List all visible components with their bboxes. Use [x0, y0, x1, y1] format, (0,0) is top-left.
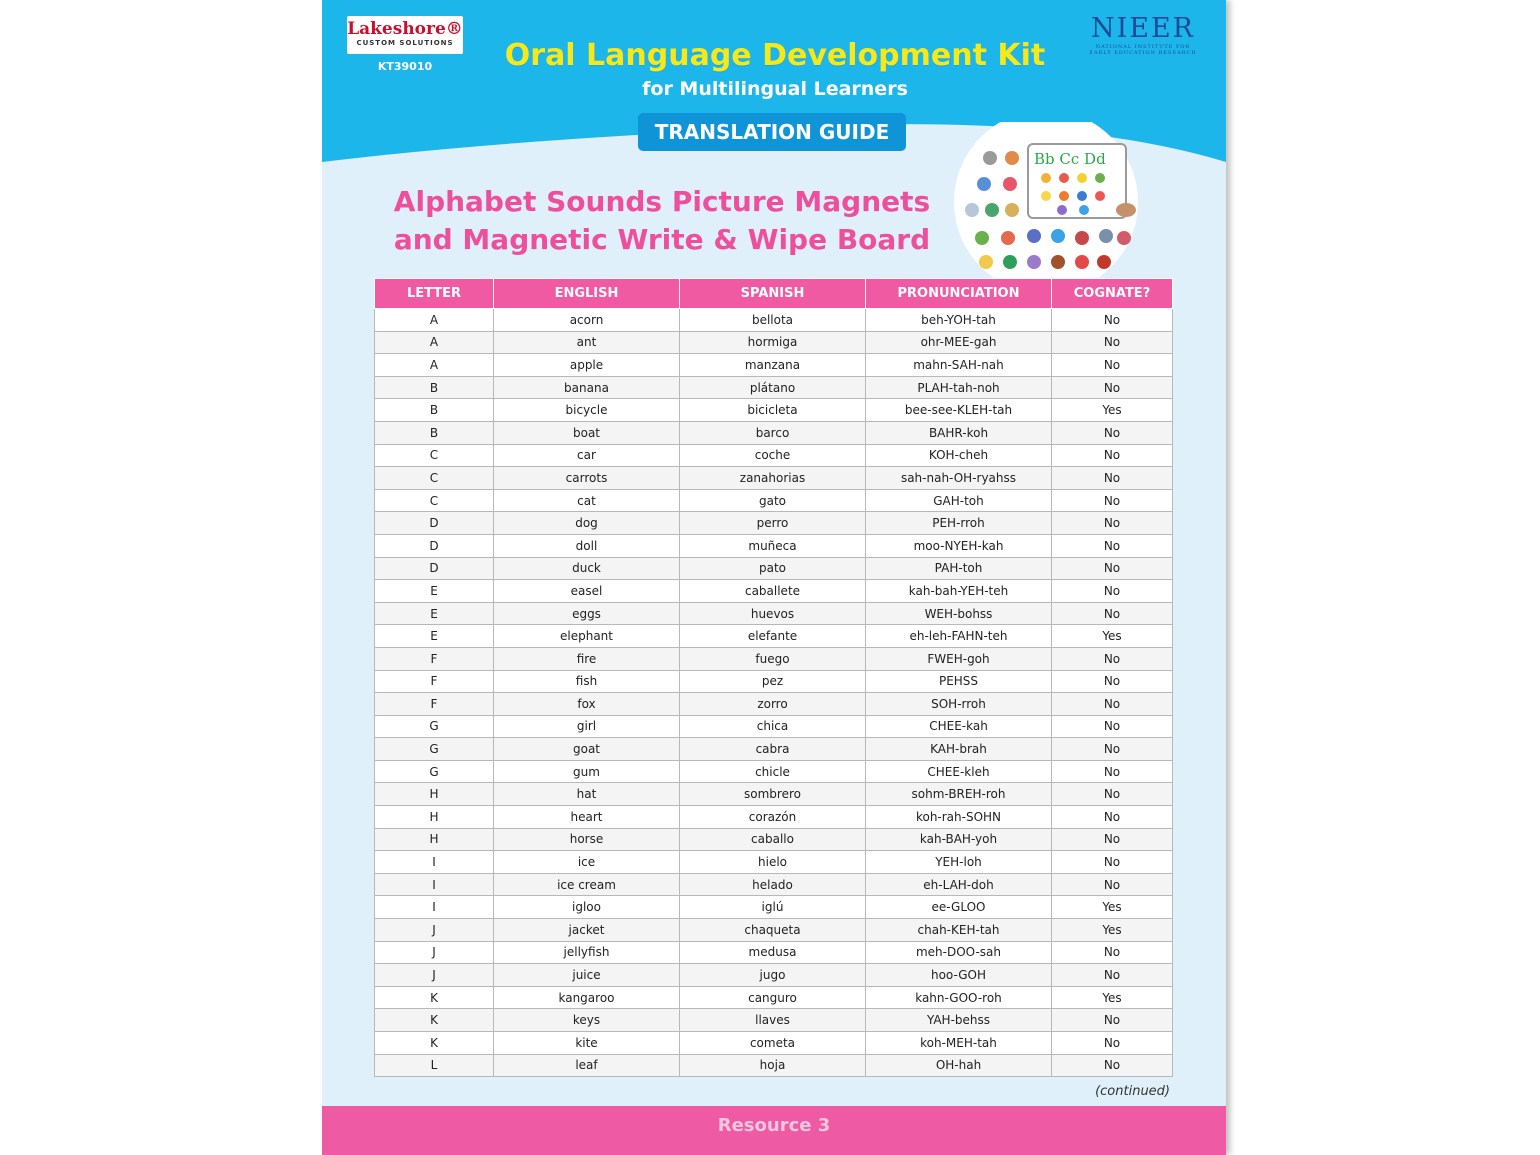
- spanish-cell: hormiga: [680, 331, 866, 354]
- table-row: [375, 670, 1173, 693]
- cognate-cell: No: [1052, 851, 1173, 874]
- cognate-cell: No: [1052, 1054, 1173, 1077]
- pronunciation-cell: WEH-bohss: [866, 602, 1052, 625]
- table-header: [375, 279, 1173, 309]
- spanish-cell: muñeca: [680, 534, 866, 557]
- letter-cell: C: [375, 444, 494, 467]
- english-cell: dog: [494, 512, 680, 535]
- english-cell: car: [494, 444, 680, 467]
- english-cell: kangaroo: [494, 986, 680, 1009]
- letter-cell: H: [375, 783, 494, 806]
- cognate-cell: No: [1052, 309, 1173, 332]
- english-cell: acorn: [494, 309, 680, 332]
- spanish-cell: perro: [680, 512, 866, 535]
- spanish-cell: bellota: [680, 309, 866, 332]
- table-row: [375, 964, 1173, 987]
- lakeshore-sub-text: CUSTOM SOLUTIONS: [356, 39, 454, 47]
- table-row: [375, 828, 1173, 851]
- table-row: [375, 715, 1173, 738]
- table-body: [375, 309, 1173, 1077]
- english-cell: igloo: [494, 896, 680, 919]
- cognate-cell: No: [1052, 534, 1173, 557]
- cognate-cell: No: [1052, 647, 1173, 670]
- table-row: [375, 986, 1173, 1009]
- letter-cell: J: [375, 941, 494, 964]
- pronunciation-cell: GAH-toh: [866, 489, 1052, 512]
- letter-cell: G: [375, 760, 494, 783]
- cognate-cell: No: [1052, 376, 1173, 399]
- spanish-header: SPANISH: [680, 279, 866, 309]
- letter-cell: D: [375, 534, 494, 557]
- page-subtitle: for Multilingual Learners: [642, 78, 908, 100]
- spanish-cell: corazón: [680, 806, 866, 829]
- table-row: [375, 783, 1173, 806]
- spanish-cell: plátano: [680, 376, 866, 399]
- english-cell: bicycle: [494, 399, 680, 422]
- english-cell: gum: [494, 760, 680, 783]
- cognate-cell: No: [1052, 715, 1173, 738]
- table-row: [375, 625, 1173, 648]
- cognate-cell: No: [1052, 602, 1173, 625]
- section-title: [382, 183, 942, 259]
- letter-cell: G: [375, 738, 494, 761]
- table-row: [375, 941, 1173, 964]
- letter-cell: J: [375, 919, 494, 942]
- english-cell: jacket: [494, 919, 680, 942]
- letter-cell: D: [375, 512, 494, 535]
- spanish-cell: helado: [680, 873, 866, 896]
- letter-cell: B: [375, 399, 494, 422]
- pronunciation-cell: ohr-MEE-gah: [866, 331, 1052, 354]
- cognate-cell: No: [1052, 354, 1173, 377]
- english-cell: easel: [494, 580, 680, 603]
- pronunciation-cell: SOH-rroh: [866, 693, 1052, 716]
- footer-banner: [322, 1106, 1226, 1155]
- letter-cell: H: [375, 806, 494, 829]
- spanish-cell: elefante: [680, 625, 866, 648]
- letter-cell: I: [375, 873, 494, 896]
- pronunciation-cell: BAHR-koh: [866, 421, 1052, 444]
- spanish-cell: zorro: [680, 693, 866, 716]
- pronunciation-cell: YAH-behss: [866, 1009, 1052, 1032]
- english-cell: fish: [494, 670, 680, 693]
- pronunciation-cell: eh-leh-FAHN-teh: [866, 625, 1052, 648]
- table-row: [375, 647, 1173, 670]
- letter-cell: L: [375, 1054, 494, 1077]
- spanish-cell: caballete: [680, 580, 866, 603]
- english-cell: girl: [494, 715, 680, 738]
- table-row: [375, 851, 1173, 874]
- cognate-cell: No: [1052, 421, 1173, 444]
- pronunciation-cell: PEH-rroh: [866, 512, 1052, 535]
- english-cell: elephant: [494, 625, 680, 648]
- spanish-cell: canguro: [680, 986, 866, 1009]
- spanish-cell: iglú: [680, 896, 866, 919]
- english-cell: carrots: [494, 467, 680, 490]
- pronunciation-cell: OH-hah: [866, 1054, 1052, 1077]
- pronunciation-cell: YEH-loh: [866, 851, 1052, 874]
- table-row: [375, 534, 1173, 557]
- spanish-cell: caballo: [680, 828, 866, 851]
- table-row: [375, 580, 1173, 603]
- cognate-cell: No: [1052, 806, 1173, 829]
- translation-guide-badge: TRANSLATION GUIDE: [638, 113, 906, 151]
- cognate-cell: Yes: [1052, 625, 1173, 648]
- english-cell: fox: [494, 693, 680, 716]
- nieer-logo-subtext: NATIONAL INSTITUTE FOR EARLY EDUCATION RESEARCH: [1089, 44, 1197, 56]
- table-row: [375, 806, 1173, 829]
- table-row: [375, 354, 1173, 377]
- letter-cell: K: [375, 1009, 494, 1032]
- hand-icon: [1116, 203, 1136, 217]
- table-row: [375, 1032, 1173, 1055]
- table-row: [375, 489, 1173, 512]
- letter-header: LETTER: [375, 279, 494, 309]
- english-cell: duck: [494, 557, 680, 580]
- table-row: [375, 1009, 1173, 1032]
- spanish-cell: hielo: [680, 851, 866, 874]
- table-row: [375, 399, 1173, 422]
- spanish-cell: cabra: [680, 738, 866, 761]
- english-cell: fire: [494, 647, 680, 670]
- spanish-cell: chaqueta: [680, 919, 866, 942]
- lakeshore-logo: [347, 16, 463, 54]
- pronunciation-cell: koh-MEH-tah: [866, 1032, 1052, 1055]
- spanish-cell: huevos: [680, 602, 866, 625]
- spanish-cell: fuego: [680, 647, 866, 670]
- english-cell: banana: [494, 376, 680, 399]
- letter-cell: F: [375, 647, 494, 670]
- pronunciation-cell: PAH-toh: [866, 557, 1052, 580]
- spanish-cell: barco: [680, 421, 866, 444]
- letter-cell: J: [375, 964, 494, 987]
- cognate-cell: No: [1052, 1009, 1173, 1032]
- cognate-cell: No: [1052, 783, 1173, 806]
- section-title-line-1: Alphabet Sounds Picture Magnets: [393, 185, 931, 218]
- cognate-cell: No: [1052, 828, 1173, 851]
- cognate-cell: Yes: [1052, 919, 1173, 942]
- nieer-logo: [1087, 14, 1199, 60]
- spanish-cell: jugo: [680, 964, 866, 987]
- table-row: [375, 309, 1173, 332]
- cognate-cell: No: [1052, 444, 1173, 467]
- letter-cell: E: [375, 580, 494, 603]
- table-row: [375, 602, 1173, 625]
- letter-cell: A: [375, 309, 494, 332]
- pronunciation-cell: beh-YOH-tah: [866, 309, 1052, 332]
- english-cell: cat: [494, 489, 680, 512]
- cognate-cell: Yes: [1052, 986, 1173, 1009]
- pronunciation-cell: PLAH-tah-noh: [866, 376, 1052, 399]
- cognate-cell: No: [1052, 1032, 1173, 1055]
- table-row: [375, 467, 1173, 490]
- cognate-cell: Yes: [1052, 896, 1173, 919]
- pronunciation-header: PRONUNCIATION: [866, 279, 1052, 309]
- english-cell: hat: [494, 783, 680, 806]
- letter-cell: D: [375, 557, 494, 580]
- pronunciation-cell: moo-NYEH-kah: [866, 534, 1052, 557]
- guide-page: [322, 0, 1226, 1155]
- letter-cell: I: [375, 851, 494, 874]
- letter-cell: C: [375, 467, 494, 490]
- pronunciation-cell: FWEH-goh: [866, 647, 1052, 670]
- pronunciation-cell: mahn-SAH-nah: [866, 354, 1052, 377]
- resource-label: Resource 3: [717, 1115, 831, 1136]
- english-cell: jellyfish: [494, 941, 680, 964]
- spanish-cell: sombrero: [680, 783, 866, 806]
- table-row: [375, 693, 1173, 716]
- table-row: [375, 444, 1173, 467]
- table-row: [375, 738, 1173, 761]
- cognate-cell: No: [1052, 738, 1173, 761]
- table-row: [375, 896, 1173, 919]
- cognate-header: COGNATE?: [1052, 279, 1173, 309]
- translation-table: [374, 278, 1173, 1077]
- spanish-cell: manzana: [680, 354, 866, 377]
- spanish-cell: hoja: [680, 1054, 866, 1077]
- pronunciation-cell: sah-nah-OH-ryahss: [866, 467, 1052, 490]
- spanish-cell: llaves: [680, 1009, 866, 1032]
- english-cell: goat: [494, 738, 680, 761]
- table-row: [375, 873, 1173, 896]
- english-cell: ice cream: [494, 873, 680, 896]
- letter-cell: G: [375, 715, 494, 738]
- spanish-cell: chicle: [680, 760, 866, 783]
- cognate-cell: No: [1052, 331, 1173, 354]
- magnets-illustration: [954, 122, 1140, 278]
- spanish-cell: pez: [680, 670, 866, 693]
- english-cell: keys: [494, 1009, 680, 1032]
- cognate-cell: No: [1052, 512, 1173, 535]
- whiteboard-letters: Bb Cc Dd: [1034, 150, 1106, 168]
- spanish-cell: gato: [680, 489, 866, 512]
- english-cell: leaf: [494, 1054, 680, 1077]
- pronunciation-cell: meh-DOO-sah: [866, 941, 1052, 964]
- pronunciation-cell: hoo-GOH: [866, 964, 1052, 987]
- pronunciation-cell: kah-bah-YEH-teh: [866, 580, 1052, 603]
- english-cell: juice: [494, 964, 680, 987]
- letter-cell: B: [375, 376, 494, 399]
- cognate-cell: No: [1052, 489, 1173, 512]
- continued-note: (continued): [1095, 1084, 1170, 1099]
- spanish-cell: chica: [680, 715, 866, 738]
- page-title: Oral Language Development Kit: [504, 38, 1046, 73]
- section-title-line-2: and Magnetic Write & Wipe Board: [393, 223, 931, 256]
- spanish-cell: coche: [680, 444, 866, 467]
- table-row: [375, 376, 1173, 399]
- letter-cell: F: [375, 693, 494, 716]
- table-row: [375, 760, 1173, 783]
- letter-cell: I: [375, 896, 494, 919]
- cognate-cell: No: [1052, 760, 1173, 783]
- pronunciation-cell: CHEE-kah: [866, 715, 1052, 738]
- cognate-cell: No: [1052, 467, 1173, 490]
- pronunciation-cell: sohm-BREH-roh: [866, 783, 1052, 806]
- english-header: ENGLISH: [494, 279, 680, 309]
- pronunciation-cell: CHEE-kleh: [866, 760, 1052, 783]
- pronunciation-cell: koh-rah-SOHN: [866, 806, 1052, 829]
- cognate-cell: No: [1052, 557, 1173, 580]
- nieer-logo-text: NIEER: [1090, 13, 1196, 44]
- table-row: [375, 557, 1173, 580]
- english-cell: apple: [494, 354, 680, 377]
- english-cell: heart: [494, 806, 680, 829]
- english-cell: boat: [494, 421, 680, 444]
- pronunciation-cell: PEHSS: [866, 670, 1052, 693]
- pronunciation-cell: bee-see-KLEH-tah: [866, 399, 1052, 422]
- cognate-cell: No: [1052, 580, 1173, 603]
- spanish-cell: pato: [680, 557, 866, 580]
- letter-cell: K: [375, 986, 494, 1009]
- english-cell: ant: [494, 331, 680, 354]
- cognate-cell: No: [1052, 941, 1173, 964]
- pronunciation-cell: chah-KEH-tah: [866, 919, 1052, 942]
- english-cell: horse: [494, 828, 680, 851]
- spanish-cell: zanahorias: [680, 467, 866, 490]
- spanish-cell: medusa: [680, 941, 866, 964]
- english-cell: doll: [494, 534, 680, 557]
- letter-cell: E: [375, 625, 494, 648]
- english-cell: kite: [494, 1032, 680, 1055]
- letter-cell: A: [375, 331, 494, 354]
- lakeshore-brand-text: Lakeshore®: [347, 19, 463, 39]
- letter-cell: C: [375, 489, 494, 512]
- letter-cell: E: [375, 602, 494, 625]
- pronunciation-cell: kahn-GOO-roh: [866, 986, 1052, 1009]
- pronunciation-cell: KOH-cheh: [866, 444, 1052, 467]
- product-sku: KT39010: [377, 60, 433, 73]
- pronunciation-cell: eh-LAH-doh: [866, 873, 1052, 896]
- letter-cell: A: [375, 354, 494, 377]
- cognate-cell: No: [1052, 873, 1173, 896]
- table-row: [375, 1054, 1173, 1077]
- pronunciation-cell: kah-BAH-yoh: [866, 828, 1052, 851]
- letter-cell: K: [375, 1032, 494, 1055]
- letter-cell: B: [375, 421, 494, 444]
- english-cell: eggs: [494, 602, 680, 625]
- english-cell: ice: [494, 851, 680, 874]
- pronunciation-cell: ee-GLOO: [866, 896, 1052, 919]
- cognate-cell: No: [1052, 964, 1173, 987]
- table-row: [375, 421, 1173, 444]
- spanish-cell: cometa: [680, 1032, 866, 1055]
- pronunciation-cell: KAH-brah: [866, 738, 1052, 761]
- cognate-cell: No: [1052, 693, 1173, 716]
- cognate-cell: No: [1052, 670, 1173, 693]
- table-row: [375, 512, 1173, 535]
- spanish-cell: bicicleta: [680, 399, 866, 422]
- table-row: [375, 331, 1173, 354]
- table-row: [375, 919, 1173, 942]
- letter-cell: H: [375, 828, 494, 851]
- letter-cell: F: [375, 670, 494, 693]
- cognate-cell: Yes: [1052, 399, 1173, 422]
